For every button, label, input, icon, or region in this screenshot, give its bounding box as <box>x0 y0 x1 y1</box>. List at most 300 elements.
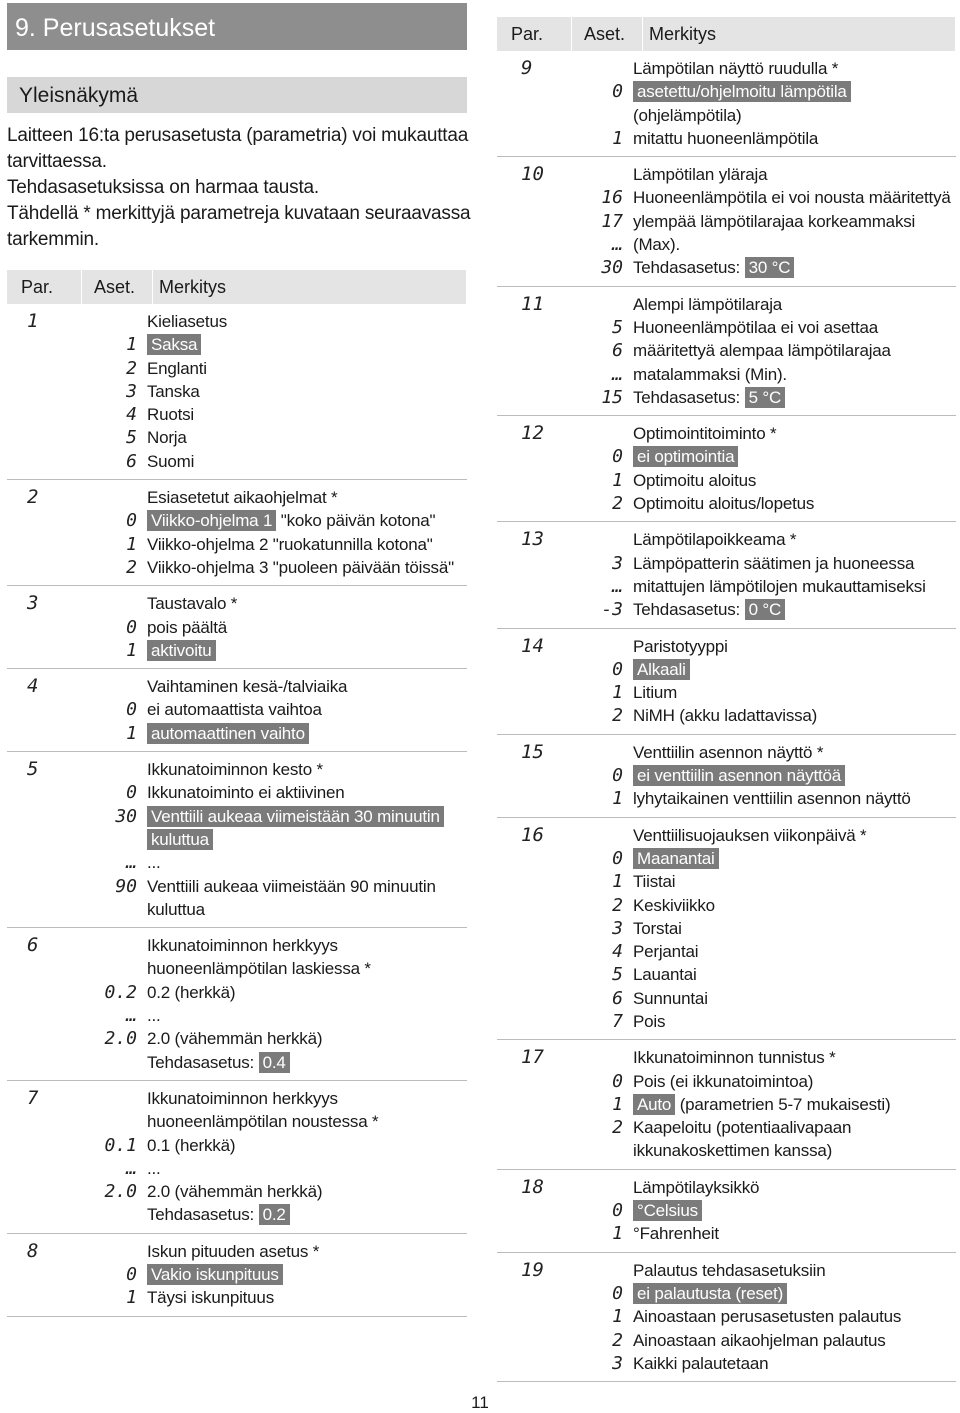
meaning-text-part: Pois <box>633 1011 666 1031</box>
meaning-text <box>147 698 467 721</box>
meaning-text-part: huoneenlämpötilan laskiessa * <box>147 959 371 979</box>
meaning-text <box>147 805 467 828</box>
table-row <box>7 1110 467 1133</box>
parameter-number <box>497 386 567 409</box>
table-row <box>7 1263 467 1286</box>
parameter-group <box>497 628 956 734</box>
setting-value <box>83 1087 147 1110</box>
meaning-text-part: Tehdasasetus: <box>633 258 745 278</box>
table-row <box>497 316 956 339</box>
meaning-text-part: Tehdasasetus: <box>633 600 745 620</box>
meaning-text <box>633 987 956 1010</box>
table-row <box>7 981 467 1004</box>
meaning-text-part: ... <box>147 853 161 873</box>
header-par: Par. <box>7 270 82 304</box>
meaning-text <box>633 704 956 727</box>
meaning-text-part: huoneenlämpötilan noustessa * <box>147 1112 379 1132</box>
meaning-text-part: Ainoastaan perusasetusten palautus <box>633 1307 902 1327</box>
setting-value <box>567 824 633 847</box>
parameter-group-body <box>7 928 467 1080</box>
table-row <box>7 533 467 556</box>
setting-value <box>83 1203 147 1226</box>
parameter-number: 18 <box>521 1175 544 1198</box>
setting-value <box>567 1046 633 1069</box>
parameter-number <box>497 847 567 870</box>
setting-value: 5 <box>612 316 623 338</box>
meaning-text <box>633 339 956 362</box>
meaning-text <box>147 898 467 921</box>
setting-value: 0 <box>612 765 623 787</box>
table-row <box>497 917 956 940</box>
setting-value <box>567 741 633 764</box>
meaning-text-part: Kaapeloitu (potentiaalivapaan <box>633 1118 852 1138</box>
meaning-text <box>633 80 956 103</box>
parameter-number <box>7 426 83 449</box>
meaning-text <box>147 1286 467 1309</box>
meaning-text <box>147 310 467 333</box>
parameter-group-body <box>497 1040 956 1168</box>
meaning-text-part: määritettyä alempaa lämpötilarajaa <box>633 341 891 361</box>
factory-default-highlight: 0 °C <box>745 599 785 620</box>
setting-value <box>83 486 147 509</box>
meaning-text <box>147 509 467 532</box>
setting-value: 30 <box>115 805 137 827</box>
table-row <box>497 1352 956 1375</box>
parameter-number <box>7 981 83 1004</box>
parameter-number <box>7 957 83 980</box>
table-row <box>7 486 467 509</box>
meaning-text <box>147 1263 467 1286</box>
meaning-text <box>633 1116 956 1139</box>
parameter-group-cell <box>7 1233 467 1316</box>
parameter-number <box>497 210 567 233</box>
setting-value: 1 <box>126 533 137 555</box>
factory-default-highlight: °Celsius <box>633 1200 702 1221</box>
parameter-group <box>7 480 467 586</box>
meaning-text <box>147 758 467 781</box>
meaning-text-part: Tiistai <box>633 872 676 892</box>
meaning-text <box>633 1010 956 1033</box>
meaning-text <box>147 957 467 980</box>
meaning-text-part: Ikkunatoiminnon kesto * <box>147 760 323 780</box>
table-row <box>7 426 467 449</box>
table-row <box>497 210 956 233</box>
meaning-text <box>633 256 956 279</box>
meaning-text <box>633 445 956 468</box>
setting-value: 6 <box>126 450 137 472</box>
table-row <box>497 824 956 847</box>
parameter-group-cell <box>497 734 956 817</box>
table-row <box>497 940 956 963</box>
table-row <box>497 1305 956 1328</box>
parameter-group <box>7 304 467 480</box>
header-aset: Aset. <box>572 17 643 51</box>
factory-default-highlight: Alkaali <box>633 659 690 680</box>
meaning-text-part: Tanska <box>147 381 200 401</box>
factory-default-highlight: Maanantai <box>633 848 719 869</box>
setting-value: 90 <box>115 875 137 897</box>
parameter-number <box>7 851 83 874</box>
parameter-number <box>497 363 567 386</box>
parameter-number <box>497 963 567 986</box>
setting-value: 1 <box>126 1287 137 1309</box>
setting-value: 2 <box>612 1329 623 1351</box>
table-row <box>497 469 956 492</box>
table-row <box>497 386 956 409</box>
parameter-group <box>7 586 467 669</box>
table-row <box>7 357 467 380</box>
parameter-number <box>7 1157 83 1180</box>
factory-default-highlight: ei venttiilin asennon näyttöä <box>633 765 845 786</box>
table-row <box>497 1070 956 1093</box>
meaning-text-part: Alempi lämpötilaraja <box>633 294 783 314</box>
meaning-text <box>633 492 956 515</box>
header-par: Par. <box>497 17 572 51</box>
meaning-text <box>147 828 467 851</box>
table-row <box>7 1286 467 1309</box>
setting-value: 6 <box>612 987 623 1009</box>
parameter-number <box>7 1180 83 1203</box>
factory-default-highlight: Auto <box>633 1094 675 1115</box>
parameter-number <box>497 1116 567 1139</box>
parameter-number <box>497 1222 567 1245</box>
table-row <box>7 592 467 615</box>
parameter-group-cell <box>7 586 467 669</box>
setting-value <box>83 898 147 921</box>
meaning-text-part: Optimoitu aloitus <box>633 470 757 490</box>
meaning-text <box>147 380 467 403</box>
meaning-text-part: (parametrien 5-7 mukaisesti) <box>675 1094 891 1114</box>
parameter-number <box>7 1027 83 1050</box>
meaning-text-part: Ikkunatoiminnon tunnistus * <box>633 1048 836 1068</box>
setting-value <box>83 1110 147 1133</box>
parameter-group-body <box>497 522 956 627</box>
meaning-text <box>633 422 956 445</box>
parameter-number <box>7 828 83 851</box>
meaning-text <box>633 1305 956 1328</box>
meaning-text <box>633 1176 956 1199</box>
parameter-number <box>7 556 83 579</box>
setting-value: 0 <box>612 1282 623 1304</box>
table-row <box>497 445 956 468</box>
parameter-group <box>497 1169 956 1252</box>
meaning-text <box>633 741 956 764</box>
parameter-number <box>497 764 567 787</box>
meaning-text-part: 0.1 (herkkä) <box>147 1135 236 1155</box>
factory-default-highlight: 0.4 <box>259 1052 290 1073</box>
meaning-text <box>633 575 956 598</box>
meaning-text-part: NiMH (akku ladattavissa) <box>633 706 818 726</box>
parameter-number <box>7 533 83 556</box>
meaning-text-part: Lämpötilapoikkeama * <box>633 530 797 550</box>
intro-line: Laitteen 16:ta perusasetusta (parametria) voi mukauttaa <box>7 125 469 146</box>
parameter-number <box>497 1305 567 1328</box>
table-row <box>497 293 956 316</box>
table-row <box>497 422 956 445</box>
parameter-number: 19 <box>521 1258 544 1281</box>
setting-value: 0 <box>612 1200 623 1222</box>
parameter-group-cell <box>7 928 467 1081</box>
meaning-text-part: °Fahrenheit <box>633 1224 719 1244</box>
factory-default-highlight: ei optimointia <box>633 446 738 467</box>
setting-value: 1 <box>612 127 623 149</box>
meaning-text <box>633 104 956 127</box>
parameter-number <box>497 1139 567 1162</box>
table-row <box>7 1027 467 1050</box>
meaning-text <box>147 675 467 698</box>
parameter-number: 9 <box>521 57 533 79</box>
table-row <box>7 805 467 828</box>
table-row <box>7 957 467 980</box>
subsection-title: Yleisnäkymä <box>7 77 467 113</box>
meaning-text-part: Tehdasasetus: <box>147 1205 259 1225</box>
meaning-text <box>633 940 956 963</box>
parameter-number <box>497 339 567 362</box>
parameter-number <box>497 1070 567 1093</box>
parameter-number <box>7 1203 83 1226</box>
factory-default-highlight: 30 °C <box>745 257 795 278</box>
meaning-text <box>147 486 467 509</box>
meaning-text <box>633 186 956 209</box>
table-row <box>497 1093 956 1116</box>
factory-default-highlight: automaattinen vaihto <box>147 723 309 744</box>
left-column <box>7 0 471 1317</box>
meaning-text-part: 0.2 (herkkä) <box>147 982 236 1002</box>
table-row <box>497 186 956 209</box>
parameter-number: 4 <box>27 675 39 698</box>
meaning-text <box>633 363 956 386</box>
table-row <box>497 1329 956 1352</box>
parameter-group <box>497 734 956 817</box>
table-row <box>7 509 467 532</box>
parameter-number <box>497 1329 567 1352</box>
setting-value: 2 <box>612 1117 623 1139</box>
meaning-text <box>147 851 467 874</box>
meaning-text-part: ... <box>147 1158 161 1178</box>
setting-value <box>83 1051 147 1074</box>
parameter-number: 15 <box>521 740 544 763</box>
meaning-text-part: (Max). <box>633 235 680 255</box>
parameter-number <box>7 1004 83 1027</box>
table-row <box>497 787 956 810</box>
meaning-text <box>633 1070 956 1093</box>
meaning-text <box>147 1203 467 1226</box>
setting-value: 1 <box>612 469 623 491</box>
table-row <box>497 1199 956 1222</box>
table-row <box>7 1240 467 1263</box>
table-row <box>497 741 956 764</box>
table-row <box>497 658 956 681</box>
setting-value <box>567 1259 633 1282</box>
setting-value <box>83 1240 147 1263</box>
parameter-number <box>7 333 83 356</box>
meaning-text-part: Venttiilin asennon näyttö * <box>633 742 824 762</box>
parameter-number <box>7 698 83 721</box>
setting-value <box>567 163 633 186</box>
table-row <box>7 698 467 721</box>
parameter-number: 8 <box>27 1239 39 1262</box>
setting-value: 1 <box>612 871 623 893</box>
parameter-number <box>497 233 567 256</box>
meaning-text <box>147 1180 467 1203</box>
meaning-text <box>147 450 467 473</box>
meaning-text <box>147 1004 467 1027</box>
parameter-group <box>497 1040 956 1169</box>
setting-value: 0 <box>126 782 137 804</box>
parameter-number <box>497 870 567 893</box>
parameter-number <box>7 1051 83 1074</box>
meaning-text-part: "koko päivän kotona" <box>276 511 436 531</box>
parameter-number <box>7 403 83 426</box>
meaning-text-part: Optimointitoiminto * <box>633 424 777 444</box>
meaning-text-part: Lämpötilayksikkö <box>633 1177 760 1197</box>
setting-value: 16 <box>601 187 623 209</box>
factory-default-highlight: ei palautusta (reset) <box>633 1283 787 1304</box>
setting-value <box>567 57 633 80</box>
meaning-text-part: Vaihtaminen kesä-/talviaika <box>147 677 348 697</box>
parameter-number: 13 <box>521 528 544 551</box>
meaning-text-part: 2.0 (vähemmän herkkä) <box>147 1182 323 1202</box>
parameter-group-body <box>497 287 956 415</box>
section-title: 9. Perusasetukset <box>7 3 467 50</box>
table-row <box>7 556 467 579</box>
setting-value: 3 <box>612 552 623 574</box>
table-row <box>7 403 467 426</box>
parameter-group <box>497 1252 956 1381</box>
parameter-group <box>7 752 467 928</box>
setting-value: 2 <box>612 705 623 727</box>
meaning-text <box>633 233 956 256</box>
factory-default-highlight: aktivoitu <box>147 640 216 661</box>
setting-value <box>83 828 147 851</box>
parameter-number <box>497 256 567 279</box>
parameter-group-body <box>497 735 956 817</box>
meaning-text-part: Suomi <box>147 451 195 471</box>
table-row <box>7 310 467 333</box>
meaning-text <box>633 552 956 575</box>
meaning-text-part: pois päältä <box>147 617 228 637</box>
meaning-text <box>633 1329 956 1352</box>
parameter-number <box>497 316 567 339</box>
parameter-group-body <box>497 1170 956 1252</box>
table-row <box>497 764 956 787</box>
meaning-text-part: Viikko-ohjelma 2 "ruokatunnilla kotona" <box>147 534 433 554</box>
meaning-text-part: 2.0 (vähemmän herkkä) <box>147 1029 323 1049</box>
table-row <box>7 1157 467 1180</box>
parameter-group <box>497 416 956 522</box>
setting-value <box>83 592 147 615</box>
meaning-text <box>147 1110 467 1133</box>
meaning-text <box>633 1259 956 1282</box>
table-row <box>497 1010 956 1033</box>
table-row <box>7 1134 467 1157</box>
table-row <box>497 847 956 870</box>
setting-value <box>567 104 633 127</box>
setting-value <box>83 934 147 957</box>
table-row <box>497 492 956 515</box>
table-row <box>497 256 956 279</box>
parameter-number: 2 <box>27 486 39 509</box>
meaning-text <box>633 163 956 186</box>
left-table-body <box>7 304 467 1316</box>
parameter-number: 11 <box>521 292 544 315</box>
parameter-group-cell <box>497 286 956 415</box>
parameter-group-cell <box>497 1169 956 1252</box>
setting-value: 2.0 <box>104 1181 137 1203</box>
parameter-group-body <box>497 51 956 156</box>
table-row <box>497 552 956 575</box>
table-row <box>497 1116 956 1139</box>
table-row <box>497 963 956 986</box>
table-row <box>7 675 467 698</box>
meaning-text <box>633 847 956 870</box>
setting-value: 1 <box>612 1306 623 1328</box>
page-number: 11 <box>471 1393 489 1412</box>
table-row <box>497 987 956 1010</box>
parameter-table-right <box>497 17 956 1382</box>
parameter-number: 6 <box>27 934 39 957</box>
meaning-text <box>633 469 956 492</box>
meaning-text-part: Taustavalo * <box>147 594 238 614</box>
parameter-group-cell <box>497 157 956 286</box>
meaning-text-part: Esiasetetut aikaohjelmat * <box>147 488 338 508</box>
meaning-text-part: Litium <box>633 683 678 703</box>
meaning-text-part: Huoneenlämpötila ei voi nousta määritettyä <box>633 188 951 208</box>
right-table-body <box>497 51 956 1382</box>
meaning-text <box>147 616 467 639</box>
meaning-text <box>147 556 467 579</box>
intro-line: Tehdasasetuksissa on harmaa tausta. <box>7 177 319 198</box>
parameter-group-body <box>497 629 956 734</box>
setting-value: 3 <box>612 917 623 939</box>
factory-default-highlight: Vakio iskunpituus <box>147 1264 283 1285</box>
intro-line: tarkemmin. <box>7 229 99 250</box>
setting-value: 4 <box>612 941 623 963</box>
meaning-text-part: Venttiilisuojauksen viikonpäivä * <box>633 825 867 845</box>
intro-line: Tähdellä * merkittyjä parametreja kuvataan seuraavassa <box>7 203 471 224</box>
parameter-number <box>497 1199 567 1222</box>
parameter-number <box>7 1110 83 1133</box>
meaning-text <box>633 824 956 847</box>
parameter-number <box>497 104 567 127</box>
parameter-group-body <box>497 1253 956 1381</box>
factory-default-highlight: 5 °C <box>745 387 785 408</box>
setting-value <box>83 957 147 980</box>
meaning-text-part: Lämpötilan näyttö ruudulla * <box>633 59 839 78</box>
meaning-text-part: Viikko-ohjelma 3 "puoleen päivään töissä" <box>147 557 454 577</box>
table-row <box>7 1004 467 1027</box>
meaning-text <box>633 635 956 658</box>
right-column <box>497 0 956 1382</box>
parameter-number: 7 <box>27 1086 39 1109</box>
meaning-text-part: Englanti <box>147 358 207 378</box>
factory-default-highlight: Saksa <box>147 334 201 355</box>
table-row <box>497 1046 956 1069</box>
parameter-number <box>7 898 83 921</box>
parameter-number <box>7 1286 83 1309</box>
table-row <box>7 639 467 662</box>
setting-value: 0 <box>126 510 137 532</box>
meaning-text-part: Kaikki palautetaan <box>633 1353 769 1373</box>
parameter-group-body <box>497 416 956 521</box>
parameter-group <box>497 157 956 286</box>
parameter-number: 1 <box>27 310 39 332</box>
parameter-number <box>497 1282 567 1305</box>
table-row <box>7 758 467 781</box>
parameter-number <box>497 127 567 150</box>
meaning-text <box>147 357 467 380</box>
parameter-number <box>497 1010 567 1033</box>
